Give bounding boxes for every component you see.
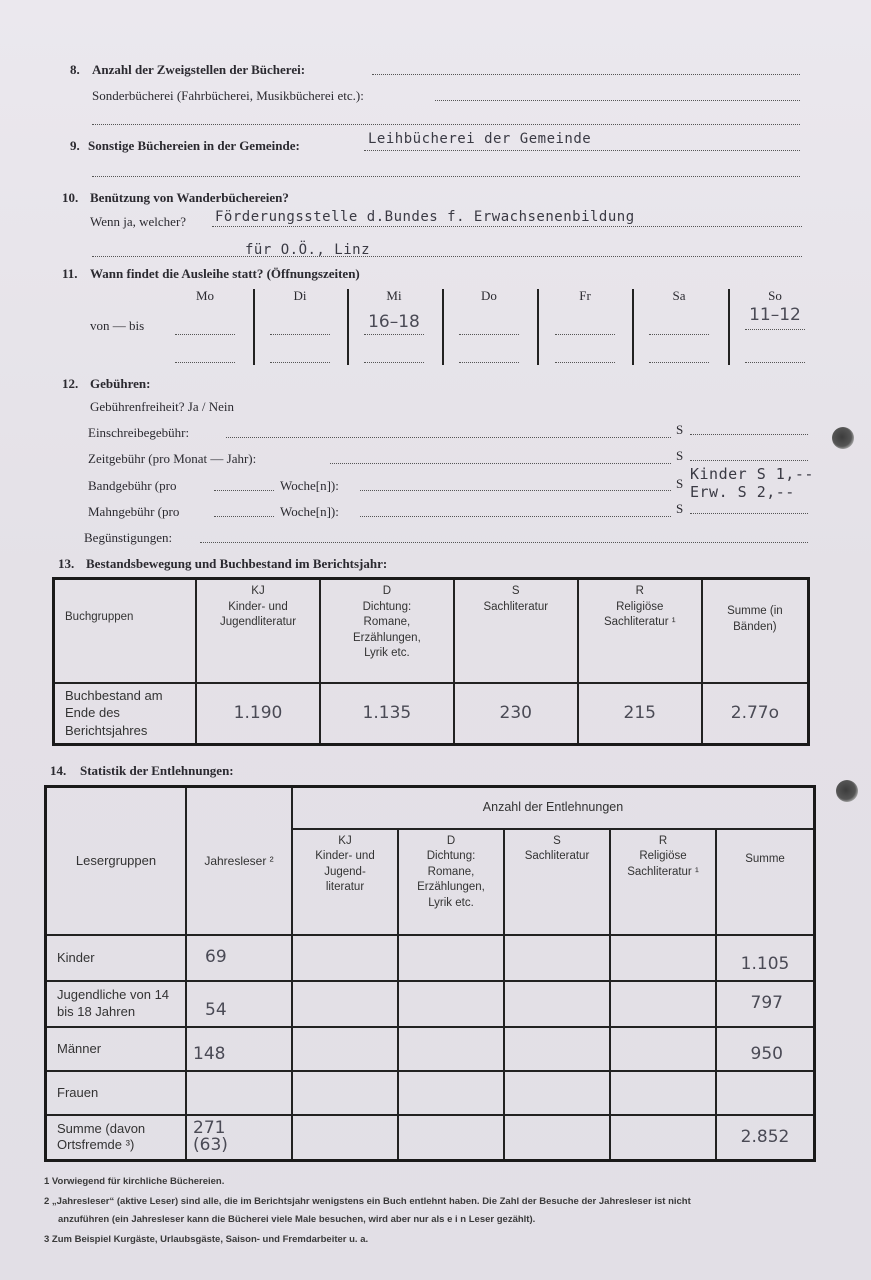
punch-hole-top <box>832 427 854 449</box>
footnote-3: 3 Zum Beispiel Kurgäste, Urlaubsgäste, Saison- und Fremdarbeiter u. a. <box>44 1234 369 1245</box>
loans-total-readers-value: 271 <box>193 1117 226 1138</box>
loans-row-children-sum: 1.105 <box>716 935 815 981</box>
punch-hole-bottom <box>836 780 858 802</box>
s8-line <box>372 74 800 75</box>
loans-cell <box>504 981 610 1027</box>
loans-cell <box>292 981 398 1027</box>
s12-volume-fee-week-line <box>214 490 274 491</box>
loans-row-children-label: Kinder <box>46 935 187 981</box>
hours-divider <box>728 289 730 365</box>
loans-cell <box>398 981 504 1027</box>
book-stock-header-s <box>454 579 578 683</box>
day-header-do: Do <box>481 288 497 303</box>
s10-value2: für O.Ö., Linz <box>245 242 371 258</box>
loans-header-d-code: D <box>446 834 456 847</box>
book-stock-header-s-text: Sachliteratur <box>483 600 549 613</box>
s8-number: 8. <box>70 62 80 77</box>
hours-line-mo <box>175 334 235 335</box>
s12-registration-fee-currency: S <box>676 422 684 437</box>
s12-reminder-fee-label: Mahngebühr (pro <box>88 504 180 519</box>
s13-label: Bestandsbewegung und Buchbestand im Berichtsjahr: <box>86 556 388 571</box>
s12-volume-fee-line <box>360 490 671 491</box>
loans-header-kj-code: KJ <box>338 834 352 847</box>
loans-total-label: Summe (davon Ortsfremde ³) <box>46 1115 187 1161</box>
loans-row-youth-sum: 797 <box>716 981 815 1027</box>
loans-cell <box>504 935 610 981</box>
loans-header-s-code: S <box>553 834 561 847</box>
s12-reminder-fee-currency: S <box>676 501 684 516</box>
hours-line-di <box>270 334 330 335</box>
book-stock-r-value: 215 <box>578 683 702 745</box>
loans-header-r-text: Religiöse Sachliteratur ¹ <box>627 850 699 878</box>
loans-row-women-label: Frauen <box>46 1071 187 1115</box>
hours-line2-di <box>270 362 330 363</box>
hours-value-so: 11–12 <box>749 305 801 325</box>
s12-time-fee-currency: S <box>676 448 684 463</box>
s9-label: Sonstige Büchereien in der Gemeinde: <box>88 138 300 153</box>
s9-line <box>364 150 800 151</box>
s10-value1: Förderungsstelle d.Bundes f. Erwachsenenbildung <box>215 209 635 225</box>
loans-cell <box>398 935 504 981</box>
day-header-di: Di <box>293 288 307 303</box>
hours-line2-mi <box>364 362 424 363</box>
s8-extra-line <box>92 124 800 125</box>
book-stock-sum-value: 2.77o <box>702 683 809 745</box>
s10-sub-label: Wenn ja, welcher? <box>90 214 187 229</box>
loans-header-d-text: Dichtung: Romane, Erzählungen, Lyrik etc. <box>417 850 485 909</box>
loans-cell <box>292 1115 398 1161</box>
loans-cell <box>292 1071 398 1115</box>
loans-header-groups: Lesergruppen <box>46 787 187 935</box>
book-stock-header-kj-code: KJ <box>251 585 265 597</box>
s13-number: 13. <box>58 556 75 571</box>
loans-header-group: Anzahl der Entlehnungen <box>292 787 815 829</box>
book-stock-header-d <box>320 579 454 683</box>
s14-number: 14. <box>50 763 67 778</box>
loans-cell <box>398 1115 504 1161</box>
book-stock-header-kj-text: Kinder- und Jugendliteratur <box>219 600 297 629</box>
loans-cell <box>610 1115 716 1161</box>
hours-value-mi: 16–18 <box>368 312 420 332</box>
hours-divider <box>442 289 444 365</box>
loans-row-youth-label: Jugendliche von 14 bis 18 Jahren <box>46 981 187 1027</box>
table-row <box>46 1027 815 1071</box>
s12-reminder-fee-line <box>360 516 671 517</box>
book-stock-s-value: 230 <box>454 683 578 745</box>
hours-line-do <box>459 334 519 335</box>
loans-cell <box>610 935 716 981</box>
s12-discounts-line <box>200 542 808 543</box>
s9-value: Leihbücherei der Gemeinde <box>368 131 592 147</box>
loans-row-children-readers: 69 <box>186 935 292 981</box>
footnote-2-cont: anzuführen (ein Jahresleser kann die Bücherei viele Male besuchen, wird aber nur als e i n Leser gezählt). <box>58 1214 536 1225</box>
loans-row-men-readers: 148 <box>186 1027 292 1071</box>
s10-line1 <box>212 226 802 227</box>
loans-header-r-code: R <box>658 834 668 847</box>
hours-line-fr <box>555 334 615 335</box>
hours-line2-do <box>459 362 519 363</box>
hours-line-so <box>745 329 805 330</box>
s12-reminder-fee-week-line <box>214 516 274 517</box>
hours-line2-mo <box>175 362 235 363</box>
s9-extra-line <box>92 176 800 177</box>
s14-label: Statistik der Entlehnungen: <box>80 763 234 778</box>
s12-fee-exemption: Gebührenfreiheit? Ja / Nein <box>90 399 235 414</box>
day-header-sa: Sa <box>672 288 686 303</box>
s12-time-fee-line <box>330 463 671 464</box>
s12-volume-fee-label: Bandgebühr (pro <box>88 478 177 493</box>
s11-number: 11. <box>62 266 78 281</box>
s10-line2 <box>92 256 802 257</box>
loans-header-sum: Summe <box>716 829 815 935</box>
loans-total-nonlocal-value: (63) <box>193 1135 228 1156</box>
book-stock-header-r-text: Religiöse Sachliteratur ¹ <box>603 600 676 629</box>
s12-registration-fee-label: Einschreibegebühr: <box>88 425 190 440</box>
hours-divider <box>537 289 539 365</box>
book-stock-header-kj <box>196 579 320 683</box>
book-stock-header-r-code: R <box>635 585 644 597</box>
hours-line-sa <box>649 334 709 335</box>
s10-label: Benützung von Wanderbüchereien? <box>90 190 289 205</box>
s11-label: Wann findet die Ausleihe statt? (Öffnungszeiten) <box>90 266 360 281</box>
table-row <box>46 1115 815 1161</box>
s12-reminder-fee-value-line <box>690 513 808 514</box>
day-header-so: So <box>768 288 782 303</box>
book-stock-row-label: Buchbestand am Ende des Berichtsjahres <box>54 683 197 745</box>
loans-row-youth-readers: 54 <box>186 981 292 1027</box>
table-row <box>46 935 815 981</box>
book-stock-header-groups: Buchgruppen <box>54 579 197 683</box>
hours-divider <box>632 289 634 365</box>
book-stock-d-value: 1.135 <box>320 683 454 745</box>
loans-cell <box>398 1027 504 1071</box>
loans-row-women-readers <box>186 1071 292 1115</box>
loans-cell <box>610 1071 716 1115</box>
loans-header-annual-readers: Jahresleser ² <box>186 787 292 935</box>
hours-line2-so <box>745 362 805 363</box>
table-row <box>46 1071 815 1115</box>
loans-header-s <box>504 829 610 935</box>
day-header-mi: Mi <box>386 288 402 303</box>
s12-registration-fee-line <box>226 437 671 438</box>
loans-cell <box>610 1027 716 1071</box>
loans-total-sum: 2.852 <box>716 1115 815 1161</box>
loans-row-men-label: Männer <box>46 1027 187 1071</box>
book-stock-header-sum: Summe (in Bänden) <box>702 579 809 683</box>
day-header-mo: Mo <box>195 288 215 303</box>
loans-cell <box>504 1115 610 1161</box>
s12-registration-fee-value-line <box>690 434 808 435</box>
loans-header-s-text: Sachliteratur <box>524 850 590 863</box>
s12-reminder-fee-suffix: Woche[n]): <box>280 504 339 519</box>
book-stock-header-d-code: D <box>382 585 392 597</box>
book-stock-header-s-code: S <box>511 585 520 597</box>
s12-number: 12. <box>62 376 79 391</box>
s11-row-label: von — bis <box>90 318 145 333</box>
hours-divider <box>253 289 255 365</box>
hours-divider <box>347 289 349 365</box>
s12-volume-fee-suffix: Woche[n]): <box>280 478 339 493</box>
s8-label: Anzahl der Zweigstellen der Bücherei: <box>92 62 306 77</box>
book-stock-kj-value: 1.190 <box>196 683 320 745</box>
hours-line2-sa <box>649 362 709 363</box>
s12-discounts-label: Begünstigungen: <box>84 530 173 545</box>
table-row <box>46 981 815 1027</box>
loans-cell <box>504 1071 610 1115</box>
loans-total-readers <box>186 1115 292 1161</box>
loans-cell <box>610 981 716 1027</box>
book-stock-header-d-text: Dichtung: Romane, Erzählungen, Lyrik etc. <box>353 600 421 660</box>
loans-row-women-sum <box>716 1071 815 1115</box>
s8-sub-label: Sonderbücherei (Fahrbücherei, Musikbücherei etc.): <box>92 88 364 103</box>
hours-line-mi <box>364 334 424 335</box>
loans-cell <box>398 1071 504 1115</box>
footnote-2: 2 „Jahresleser“ (aktive Leser) sind alle, die im Berichtsjahr wenigstens ein Buch entlehnt haben. Die Zahl der Besuche der Jahresleser ist nicht <box>44 1196 691 1207</box>
footnote-1: 1 Vorwiegend für kirchliche Büchereien. <box>44 1176 225 1187</box>
s12-time-fee-label: Zeitgebühr (pro Monat — Jahr): <box>88 451 257 466</box>
day-header-fr: Fr <box>579 288 591 303</box>
s12-volume-fee-value2: Erw. S 2,-- <box>690 483 795 501</box>
s12-volume-fee-currency: S <box>676 476 684 491</box>
loans-row-men-sum: 950 <box>716 1027 815 1071</box>
loans-header-r <box>610 829 716 935</box>
hours-line2-fr <box>555 362 615 363</box>
s8-sub-line <box>435 100 800 101</box>
loans-cell <box>504 1027 610 1071</box>
loans-cell <box>292 1027 398 1071</box>
loans-header-kj <box>292 829 398 935</box>
loans-header-kj-text: Kinder- und Jugend- literatur <box>315 850 375 894</box>
loans-header-d <box>398 829 504 935</box>
book-stock-header-r <box>578 579 702 683</box>
s9-number: 9. <box>70 138 80 153</box>
s12-volume-fee-value1: Kinder S 1,-- <box>690 465 814 483</box>
s10-number: 10. <box>62 190 79 205</box>
loans-table <box>44 785 816 1162</box>
s12-time-fee-value-line <box>690 460 808 461</box>
s12-label: Gebühren: <box>90 376 151 391</box>
book-stock-table <box>52 577 810 746</box>
loans-cell <box>292 935 398 981</box>
